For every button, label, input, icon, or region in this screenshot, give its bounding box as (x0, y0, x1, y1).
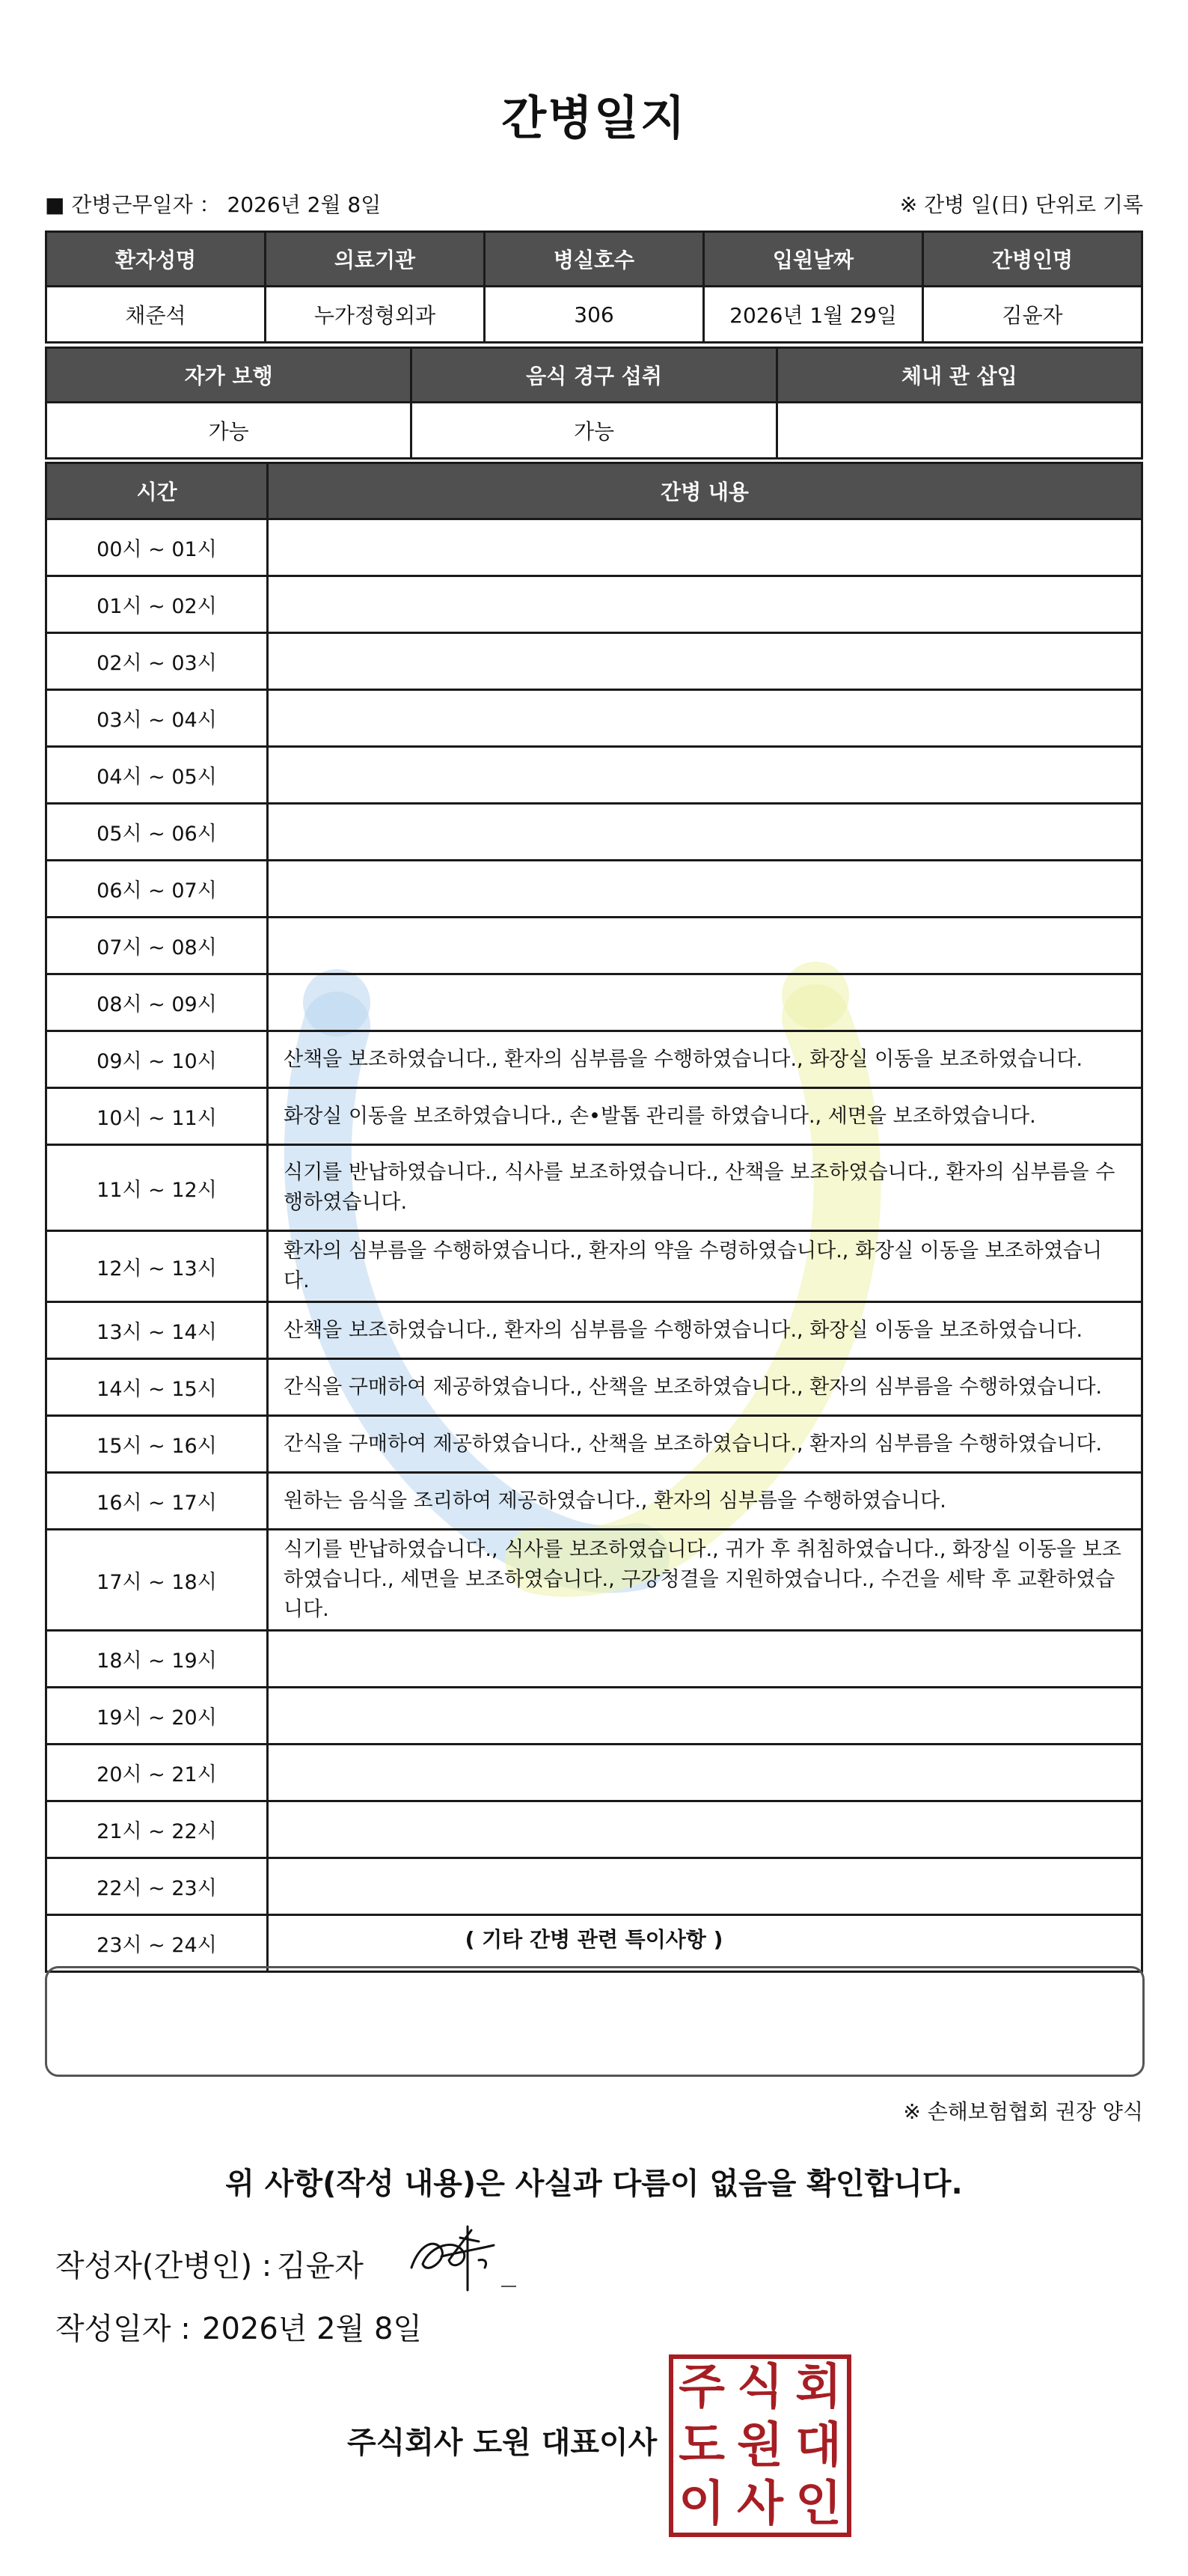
patient-name: 채준석 (46, 287, 266, 343)
self-walking-value: 가능 (46, 403, 411, 459)
care-log-row (46, 1858, 1142, 1915)
hospital-header: 의료기관 (266, 232, 485, 287)
time-header: 시간 (46, 463, 268, 519)
care-log-content: 환자의 심부름을 수행하였습니다., 환자의 약을 수령하였습니다., 화장실 이동을 보조하였습니다. (268, 1231, 1142, 1302)
care-log-table (45, 462, 1143, 1973)
caregiver-name-header: 간병인명 (923, 232, 1142, 287)
care-log-time: 23시 ~ 24시 (46, 1915, 268, 1972)
care-log-time: 15시 ~ 16시 (46, 1416, 268, 1473)
care-log-content (268, 690, 1142, 747)
care-log-content: 간식을 구매하여 제공하였습니다., 산책을 보조하였습니다., 환자의 심부름을 수행하였습니다. (268, 1416, 1142, 1473)
company-representative: 주식회사 도원 대표이사 (347, 2426, 658, 2460)
unit-note: ※ 간병 일(日) 단위로 기록 (899, 192, 1143, 217)
care-log-time: 08시 ~ 09시 (46, 974, 268, 1031)
care-log-row (46, 1631, 1142, 1688)
care-log-time: 19시 ~ 20시 (46, 1688, 268, 1745)
care-log-content (268, 633, 1142, 690)
care-log-body (46, 519, 1142, 1972)
care-log-content (268, 519, 1142, 576)
care-log-content (268, 576, 1142, 633)
care-log-row (46, 1031, 1142, 1088)
care-log-time: 06시 ~ 07시 (46, 861, 268, 918)
care-log-time: 14시 ~ 15시 (46, 1359, 268, 1416)
writer-label: 작성자(간병인) : (55, 2249, 272, 2283)
care-log-content: 식기를 반납하였습니다., 식사를 보조하였습니다., 산책을 보조하였습니다., 환자의 심부름을 수행하였습니다. (268, 1145, 1142, 1231)
care-log-time: 12시 ~ 13시 (46, 1231, 268, 1302)
care-log-time: 16시 ~ 17시 (46, 1473, 268, 1530)
care-log-row (46, 747, 1142, 804)
care-log-content (268, 804, 1142, 861)
care-log-content (268, 1688, 1142, 1745)
care-log-content (268, 1858, 1142, 1915)
admission-date: 2026년 1월 29일 (704, 287, 923, 343)
care-log-row (46, 1473, 1142, 1530)
care-log-time: 10시 ~ 11시 (46, 1088, 268, 1145)
care-log-time: 03시 ~ 04시 (46, 690, 268, 747)
special-notes-title: ( 기타 간병 관련 특이사항 ) (465, 1927, 723, 1952)
care-log-row (46, 519, 1142, 576)
care-log-row (46, 804, 1142, 861)
care-log-content (268, 918, 1142, 974)
care-log-time: 07시 ~ 08시 (46, 918, 268, 974)
care-log-row (46, 1231, 1142, 1302)
care-log-content (268, 974, 1142, 1031)
care-log-row (46, 1145, 1142, 1231)
care-log-time: 02시 ~ 03시 (46, 633, 268, 690)
care-log-content (268, 1801, 1142, 1858)
care-log-row (46, 1688, 1142, 1745)
care-log-time: 04시 ~ 05시 (46, 747, 268, 804)
care-log-time: 20시 ~ 21시 (46, 1745, 268, 1801)
care-log-content: 산책을 보조하였습니다., 환자의 심부름을 수행하였습니다., 화장실 이동을 보조하였습니다. (268, 1302, 1142, 1359)
writer-name: 김윤자 (277, 2249, 364, 2283)
oral-intake-header: 음식 경구 섭취 (411, 348, 777, 403)
company-seal: 주 식 회 도 원 대 이 사 인 (669, 2354, 851, 2537)
care-log-row (46, 1088, 1142, 1145)
patient-name-header: 환자성명 (46, 232, 266, 287)
association-note: ※ 손해보험협회 권장 양식 (903, 2099, 1143, 2124)
care-log-row (46, 1745, 1142, 1801)
care-log-time: 13시 ~ 14시 (46, 1302, 268, 1359)
care-log-content: 간식을 구매하여 제공하였습니다., 산책을 보조하였습니다., 환자의 심부름을 수행하였습니다. (268, 1359, 1142, 1416)
care-log-content (268, 1631, 1142, 1688)
hospital: 누가정형외과 (266, 287, 485, 343)
signature (396, 2215, 524, 2298)
care-content-header: 간병 내용 (268, 463, 1142, 519)
care-log-row (46, 576, 1142, 633)
care-log-content (268, 747, 1142, 804)
document-title: 간병일지 (501, 91, 687, 145)
work-date: ■ 간병근무일자 ： 2026년 2월 8일 (45, 192, 382, 217)
confirmation-statement: 위 사항(작성 내용)은 사실과 다름이 없음을 확인합니다. (225, 2167, 963, 2201)
care-log-row (46, 1416, 1142, 1473)
care-log-time: 17시 ~ 18시 (46, 1530, 268, 1631)
care-log-time: 18시 ~ 19시 (46, 1631, 268, 1688)
care-log-row (46, 633, 1142, 690)
care-log-row (46, 974, 1142, 1031)
care-log-content: 식기를 반납하였습니다., 식사를 보조하였습니다., 귀가 후 취침하였습니다., 화장실 이동을 보조하였습니다., 세면을 보조하였습니다., 구강청결을 지원하였습니다., 수건을 세탁 후 교환하였습니다. (268, 1530, 1142, 1631)
patient-info-table (45, 231, 1143, 344)
care-log-row (46, 1359, 1142, 1416)
care-log-row (46, 1302, 1142, 1359)
care-log-time: 22시 ~ 23시 (46, 1858, 268, 1915)
caregiver-name: 김윤자 (923, 287, 1142, 343)
care-log-time: 09시 ~ 10시 (46, 1031, 268, 1088)
tube-insertion-value (777, 403, 1142, 459)
care-log-row (46, 861, 1142, 918)
room-number-header: 병실호수 (485, 232, 704, 287)
self-walking-header: 자가 보행 (46, 348, 411, 403)
special-notes-box (45, 1966, 1145, 2077)
care-log-time: 01시 ~ 02시 (46, 576, 268, 633)
care-log-row (46, 918, 1142, 974)
care-log-content: 화장실 이동을 보조하였습니다., 손•발톱 관리를 하였습니다., 세면을 보조하였습니다. (268, 1088, 1142, 1145)
care-log-row (46, 1530, 1142, 1631)
tube-insertion-header: 체내 관 삽입 (777, 348, 1142, 403)
care-log-content (268, 1745, 1142, 1801)
care-log-time: 11시 ~ 12시 (46, 1145, 268, 1231)
care-log-row (46, 1801, 1142, 1858)
care-log-content: 산책을 보조하였습니다., 환자의 심부름을 수행하였습니다., 화장실 이동을 보조하였습니다. (268, 1031, 1142, 1088)
care-log-time: 21시 ~ 22시 (46, 1801, 268, 1858)
care-log-time: 05시 ~ 06시 (46, 804, 268, 861)
room-number: 306 (485, 287, 704, 343)
admission-date-header: 입원날짜 (704, 232, 923, 287)
patient-status-table (45, 347, 1143, 460)
written-date-value: 2026년 2월 8일 (202, 2312, 423, 2346)
care-log-content: 원하는 음식을 조리하여 제공하였습니다., 환자의 심부름을 수행하였습니다. (268, 1473, 1142, 1530)
care-log-time: 00시 ~ 01시 (46, 519, 268, 576)
care-log-content (268, 861, 1142, 918)
oral-intake-value: 가능 (411, 403, 777, 459)
written-date-label: 작성일자 : (55, 2312, 191, 2346)
care-log-row (46, 690, 1142, 747)
